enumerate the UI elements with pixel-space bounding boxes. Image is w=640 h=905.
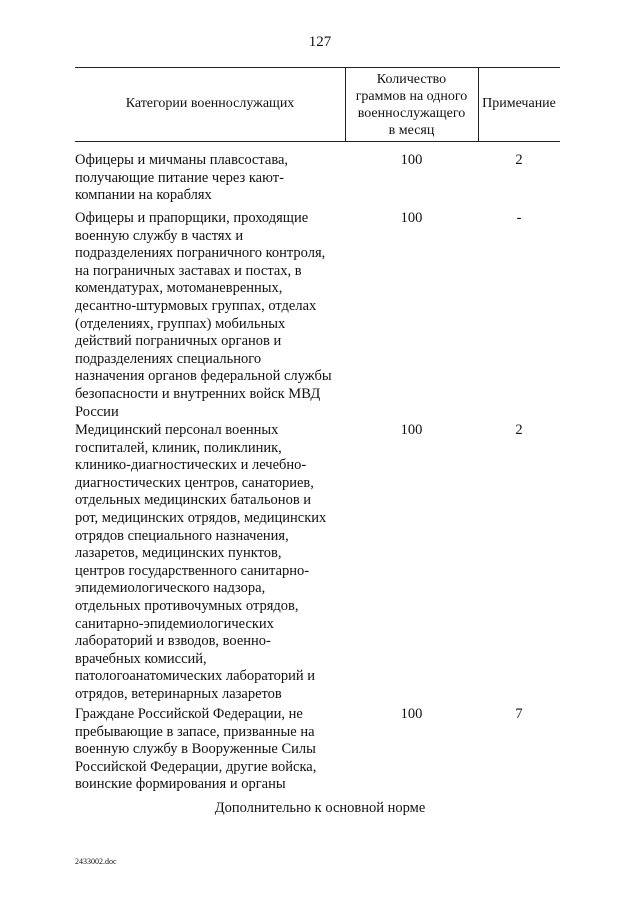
- header-category: Категории военнослужащих: [125, 96, 295, 111]
- row-3-category: Медицинский персонал военных госпиталей, клиник, поликлиник, клинико-диагностических и лечебно- диагностических центров, санаториев, отдельных медицинских батальонов и рот, медицинских отрядов, медицинских отрядов специального назначения, лазаретов, медицинских пунктов, центров государственного санитарно- эпидемиологического надзора, отдельных противочумных отрядов, санитарно-эпидемиологических лабораторий и взводов, военно- врачебных комиссий, патологоанатомических лабораторий и отрядов, ветеринарных лазаретов: [75, 422, 327, 702]
- row-1-quantity: 100: [400, 152, 423, 168]
- row-3-quantity: 100: [400, 422, 423, 438]
- row-1-category: Офицеры и мичманы плавсостава, получающие питание через кают- компании на кораблях: [75, 152, 289, 204]
- page-number: 127: [308, 34, 332, 50]
- header-bottom-rule: [75, 141, 560, 142]
- row-2-note: -: [516, 210, 522, 226]
- row-1-note: 2: [515, 152, 523, 168]
- row-4-category: Граждане Российской Федерации, не пребывающие в запасе, призванные на военную службу в Вооруженные Силы Российской Федерации, другие войска, воинские формирования и органы: [75, 706, 317, 793]
- row-4-quantity: 100: [400, 706, 423, 722]
- footer-filename: 2433002.doc: [75, 857, 117, 866]
- row-3-note: 2: [515, 422, 523, 438]
- row-4-note: 7: [515, 706, 523, 722]
- row-2-category: Офицеры и прапорщики, проходящие военную службу в частях и подразделениях пограничного контроля, на пограничных заставах и постах, в комендатурах, мотоманевренных, десантно-штурмовых группах, отделах (отделениях, группах) мобильных действий пограничных органов и подразделениях специального назначения органов федеральной службы безопасности и внутренних войск МВД России: [75, 210, 332, 420]
- header-top-rule: [75, 67, 560, 68]
- row-2-quantity: 100: [400, 210, 423, 226]
- header-quantity: Количество граммов на одного военнослужащего в месяц: [355, 72, 468, 138]
- additional-note: Дополнительно к основной норме: [214, 800, 426, 816]
- header-note: Примечание: [482, 96, 556, 111]
